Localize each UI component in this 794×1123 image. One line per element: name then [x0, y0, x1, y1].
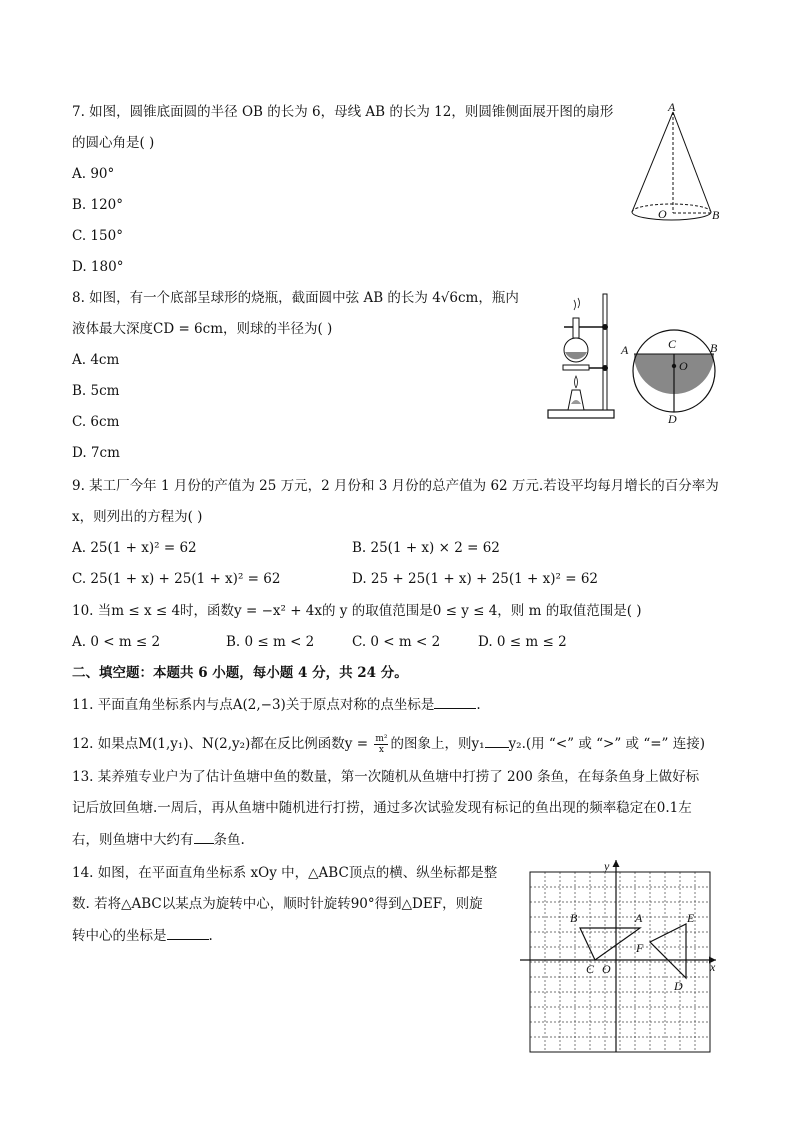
q13-line2: 记后放回鱼塘.一周后，再从鱼塘中随机进行打捞，通过多次试验发现有标记的鱼出现的频率稳定在0.1左 [72, 800, 692, 816]
circle-label-a: A [621, 343, 629, 357]
circle-label-b: B [710, 341, 718, 355]
flask-apparatus-figure [544, 292, 620, 426]
axis-label-y: y [604, 859, 610, 873]
q8-line1: 8. 如图，有一个底部呈球形的烧瓶，截面圆中弦 AB 的长为 4√6cm，瓶内 [72, 290, 519, 306]
q7-option-d: D. 180° [72, 259, 124, 275]
q9-option-c: C. 25(1 + x) + 25(1 + x)² = 62 [72, 571, 281, 587]
q7-line2: 的圆心角是( ) [72, 135, 155, 151]
triangle-abc [580, 928, 640, 960]
q12-line [72, 733, 705, 755]
point-label-a: A [635, 911, 643, 925]
q10-option-d: D. 0 ≤ m ≤ 2 [478, 634, 567, 650]
point-label-d: D [674, 979, 683, 993]
circle-label-c: C [668, 337, 677, 351]
point-label-b: B [570, 911, 578, 925]
q14-answer-blank[interactable] [167, 925, 209, 940]
q13-text: 右，则鱼塘中大约有 [72, 832, 194, 848]
q7-option-a: A. 90° [72, 166, 115, 182]
point-label-e: E [687, 911, 695, 925]
q14-line3 [72, 925, 213, 946]
q13-answer-blank[interactable] [194, 829, 214, 844]
q12-fraction-denominator: x [378, 745, 384, 755]
circle-label-d: D [668, 412, 677, 424]
q10-line1: 10. 当m ≤ x ≤ 4时，函数y = −x² + 4x的 y 的取值范围是0 ≤ y ≤ 4，则 m 的取值范围是( ) [72, 603, 642, 619]
point-label-f: F [636, 941, 644, 955]
q14-end: . [208, 928, 213, 944]
cone-label-o: O [658, 207, 667, 221]
q14-line2: 数. 若将△ABC以某点为旋转中心，顺时针旋转90°得到△DEF，则旋 [72, 896, 483, 912]
q13-end: 条鱼. [213, 832, 245, 848]
q7-option-c: C. 150° [72, 228, 123, 244]
q8-option-c: C. 6cm [72, 414, 120, 430]
grid-lines [530, 872, 710, 1052]
q14-text: 转中心的坐标是 [72, 928, 167, 944]
q12-text-end: y₂.(用 “<” 或 “>” 或 “=” 连接) [508, 736, 705, 752]
section-heading-fill-blank: 二、填空题：本题共 6 小题，每小题 4 分，共 24 分。 [72, 665, 408, 681]
q10-option-c: C. 0 < m < 2 [352, 634, 441, 650]
q12-fraction-numerator: m² [375, 734, 388, 744]
q9-option-a: A. 25(1 + x)² = 62 [72, 540, 197, 556]
q9-line2: x，则列出的方程为( ) [72, 509, 203, 525]
q8-option-b: B. 5cm [72, 383, 120, 399]
q10-option-a: A. 0 < m ≤ 2 [72, 634, 161, 650]
q11-answer-blank[interactable] [434, 694, 476, 709]
q12-answer-blank[interactable] [485, 733, 509, 748]
q12-text: 12. 如果点M(1,y₁)、N(2,y₂)都在反比例函数y = [72, 736, 373, 752]
q8-option-d: D. 7cm [72, 445, 120, 461]
point-label-c: C [586, 962, 595, 976]
q8-line2: 液体最大深度CD = 6cm，则球的半径为( ) [72, 321, 333, 337]
cone-label-a: A [668, 100, 676, 114]
axis-label-o: O [602, 962, 611, 976]
q14-line1: 14. 如图，在平面直角坐标系 xOy 中，△ABC顶点的横、纵坐标都是整 [72, 865, 498, 881]
circle-label-o: O [679, 359, 688, 373]
sphere-cross-section-figure [618, 326, 730, 424]
q9-option-d: D. 25 + 25(1 + x) + 25(1 + x)² = 62 [352, 571, 598, 587]
q8-option-a: A. 4cm [72, 352, 120, 368]
cone-figure [622, 100, 732, 228]
q13-line3 [72, 829, 245, 850]
coordinate-grid-figure [516, 856, 748, 1056]
q12-fraction [374, 734, 388, 755]
q12-text-mid: 的图象上，则y₁ [390, 736, 485, 752]
cone-label-b: B [712, 208, 720, 222]
q11-line [72, 694, 481, 715]
q9-option-b: B. 25(1 + x) × 2 = 62 [352, 540, 500, 556]
q7-option-b: B. 120° [72, 197, 124, 213]
q13-line1: 13. 某养殖专业户为了估计鱼塘中鱼的数量，第一次随机从鱼塘中打捞了 200 条鱼，在每条鱼身上做好标 [72, 769, 700, 785]
axis-label-x: x [710, 960, 716, 974]
q7-line1: 7. 如图，圆锥底面圆的半径 OB 的长为 6，母线 AB 的长为 12，则圆锥侧面展开图的扇形 [72, 104, 614, 120]
q11-text: 11. 平面直角坐标系内与点A(2,−3)关于原点对称的点坐标是 [72, 697, 435, 713]
q11-end: . [476, 697, 481, 713]
q9-line1: 9. 某工厂今年 1 月份的产值为 25 万元，2 月份和 3 月份的总产值为 62 万元.若设平均每月增长的百分率为 [72, 478, 719, 494]
q10-option-b: B. 0 ≤ m < 2 [226, 634, 315, 650]
